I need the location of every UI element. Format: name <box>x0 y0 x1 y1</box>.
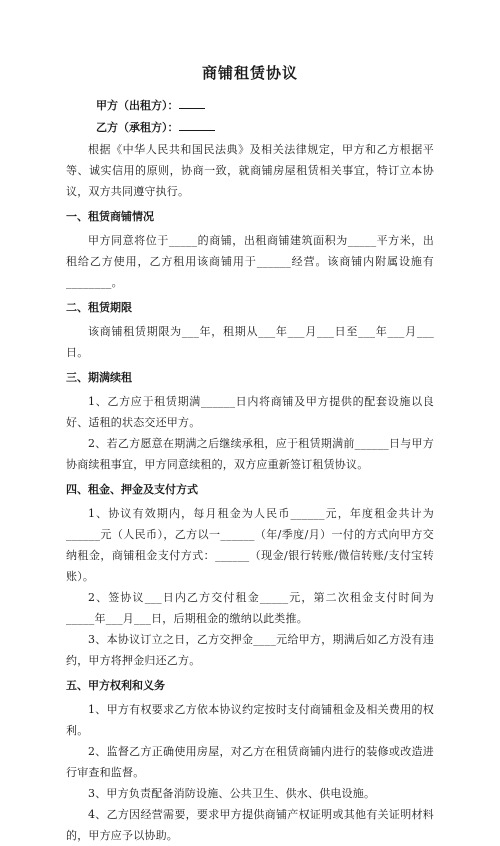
section-4-clause-1: 1、协议有效期内，每月租金为人民币______元，年度租金共计为______元（人民币），乙方以一______（年/季度/月）一付的方式向甲方交纳租金，商铺租金支付方式：______（现金/银行转账/微信转账/支付宝转账）。 <box>66 507 434 583</box>
party-b-line <box>96 117 434 139</box>
intro-paragraph: 根据《中华人民共和国民法典》及相关法律规定，甲方和乙方根据平等、诚实信用的原则，协商一致，就商铺房屋租赁相关事宜，特订立本协议，双方共同遵守执行。 <box>66 143 434 198</box>
document-title: 商铺租赁协议 <box>201 64 298 82</box>
section-1-clause-1: 甲方同意将位于_____的商铺，出租商铺建筑面积为_____平方米，出租给乙方使用，乙方租用该商铺用于______经营。该商铺内附属设施有________。 <box>66 234 434 289</box>
section-5-clause-4: 4、乙方因经营需要，要求甲方提供商铺产权证明或其他有关证明材料的，甲方应予以协助。 <box>66 808 434 842</box>
section-5-clause-2: 2、监督乙方正确使用房屋，对乙方在租赁商铺内进行的装修或改造进行审查和监督。 <box>66 745 434 779</box>
section-2-heading: 二、租赁期限 <box>66 301 132 314</box>
section-3-clause-2: 2、若乙方愿意在期满之后继续承租，应于租赁期满前______日与甲方协商续租事宜，甲方同意续租的，双方应重新签订租赁协议。 <box>66 437 434 471</box>
section-5-clause-1: 1、甲方有权要求乙方依本协议约定按时支付商铺租金及相关费用的权利。 <box>66 703 434 737</box>
section-3-heading: 三、期满续租 <box>66 371 132 384</box>
section-4-clause-2: 2、签协议___日内乙方交付租金_____元，第二次租金支付时间为_____年___月___日，后期租金的缴纳以此类推。 <box>66 591 434 625</box>
section-3-clause-1: 1、乙方应于租赁期满______日内将商铺及甲方提供的配套设施以良好、适租的状态交还甲方。 <box>66 395 434 429</box>
section-5-heading: 五、甲方权利和义务 <box>66 679 165 692</box>
party-b-label: 乙方（承租方）： <box>96 121 179 134</box>
section-5-clause-3: 3、甲方负责配备消防设施、公共卫生、供水、供电设施。 <box>88 787 376 800</box>
section-1-heading: 一、租赁商铺情况 <box>66 210 154 223</box>
section-2-clause-1: 该商铺租赁期限为___年，租期从___年___月___日至___年___月___日。 <box>66 325 434 359</box>
party-b-blank <box>179 119 215 131</box>
section-4-clause-3: 3、本协议订立之日，乙方交押金____元给甲方，期满后如乙方没有违约，甲方将押金归还乙方。 <box>66 633 434 667</box>
party-a-label: 甲方（出租方）： <box>96 99 179 112</box>
party-a-blank <box>179 97 205 109</box>
party-a-line <box>96 95 434 117</box>
section-4-heading: 四、租金、押金及支付方式 <box>66 483 198 496</box>
